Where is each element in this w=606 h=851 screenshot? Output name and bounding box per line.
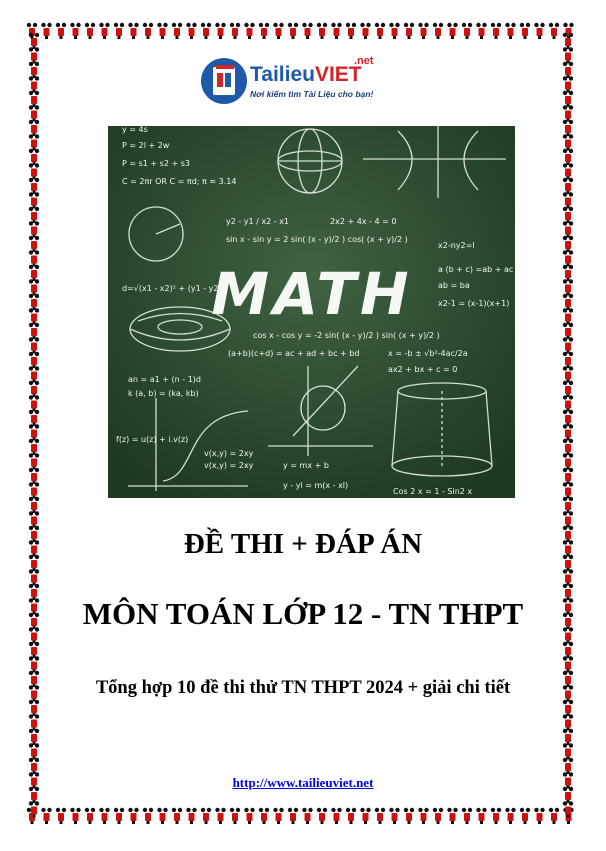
document-subtitle: Tổng hợp 10 đề thi thử TN THPT 2024 + giải chi tiết: [95, 678, 511, 698]
math-word: MATH: [211, 260, 413, 328]
brand-suffix: VIET: [314, 63, 362, 86]
chalk-formula: v(x,y) = 2xy: [204, 461, 254, 470]
logo-tagline: Nơi kiếm tìm Tài Liệu cho bạn!: [250, 89, 374, 99]
chalk-formula: an = a1 + (n - 1)d: [128, 375, 201, 384]
chalk-formula: f(z) = u(z) + i.v(z): [116, 435, 189, 444]
chalk-formula: sin x - sin y = 2 sin( (x - y)/2 ) cos( (x + y)/2 ): [226, 235, 408, 244]
chalk-formula: 2x2 + 4x - 4 = 0: [330, 217, 397, 226]
brand-prefix: Tailieu: [250, 63, 315, 86]
website-link[interactable]: http://www.tailieuviet.net: [232, 775, 374, 790]
tailieuviet-logo: [200, 55, 410, 107]
bottom-border: [0, 807, 606, 829]
chalk-formula: P = 2l + 2w: [122, 141, 170, 150]
chalk-formula: (a+b)(c+d) = ac + ad + bc + bd: [228, 349, 360, 358]
right-border: [560, 22, 582, 829]
chalk-formula: P = s1 + s2 + s3: [122, 159, 190, 168]
chalk-formula: C = 2πr OR C = πd; π ≈ 3.14: [122, 177, 237, 186]
chalk-formula: y2 - y1 / x2 - x1: [226, 217, 290, 226]
chalk-formula: a (b + c) =ab + ac: [438, 265, 514, 274]
chalk-formula: ax2 + bx + c = 0: [388, 365, 458, 374]
math-chalkboard-image: [108, 126, 515, 498]
chalk-formula: cos x - cos y = -2 sin( (x - y)/2 ) sin( (x + y)/2 ): [253, 331, 440, 340]
chalk-formula: ab = ba: [438, 281, 470, 290]
chalk-formula: d=√(x1 - x2)² + (y1 - y2)²: [122, 284, 225, 293]
chalk-formula: y - yl = m(x - xl): [283, 481, 349, 490]
chalk-formula: y = mx + b: [283, 461, 329, 470]
chalk-formula: Cos 2 x = 1 - Sin2 x: [393, 487, 473, 496]
chalk-formula: x = -b ± √b²-4ac/2a: [388, 349, 468, 358]
chalk-formula: k (a, b) = (ka, kb): [128, 389, 199, 398]
left-border: [26, 22, 48, 829]
chalk-formula: v(x,y) = 2xy: [204, 449, 254, 458]
brand-domain-suffix: .net: [354, 55, 374, 67]
document-title-line2: MÔN TOÁN LỚP 12 - TN THPT: [82, 596, 524, 631]
chalk-formula: y = 4s: [122, 126, 148, 134]
chalk-formula: x2-1 = (x-1)(x+1): [438, 299, 510, 308]
chalk-formula: x2-ny2=l: [438, 241, 475, 250]
document-title-line1: ĐỀ THI + ĐÁP ÁN: [183, 528, 423, 560]
top-border: [0, 22, 606, 44]
